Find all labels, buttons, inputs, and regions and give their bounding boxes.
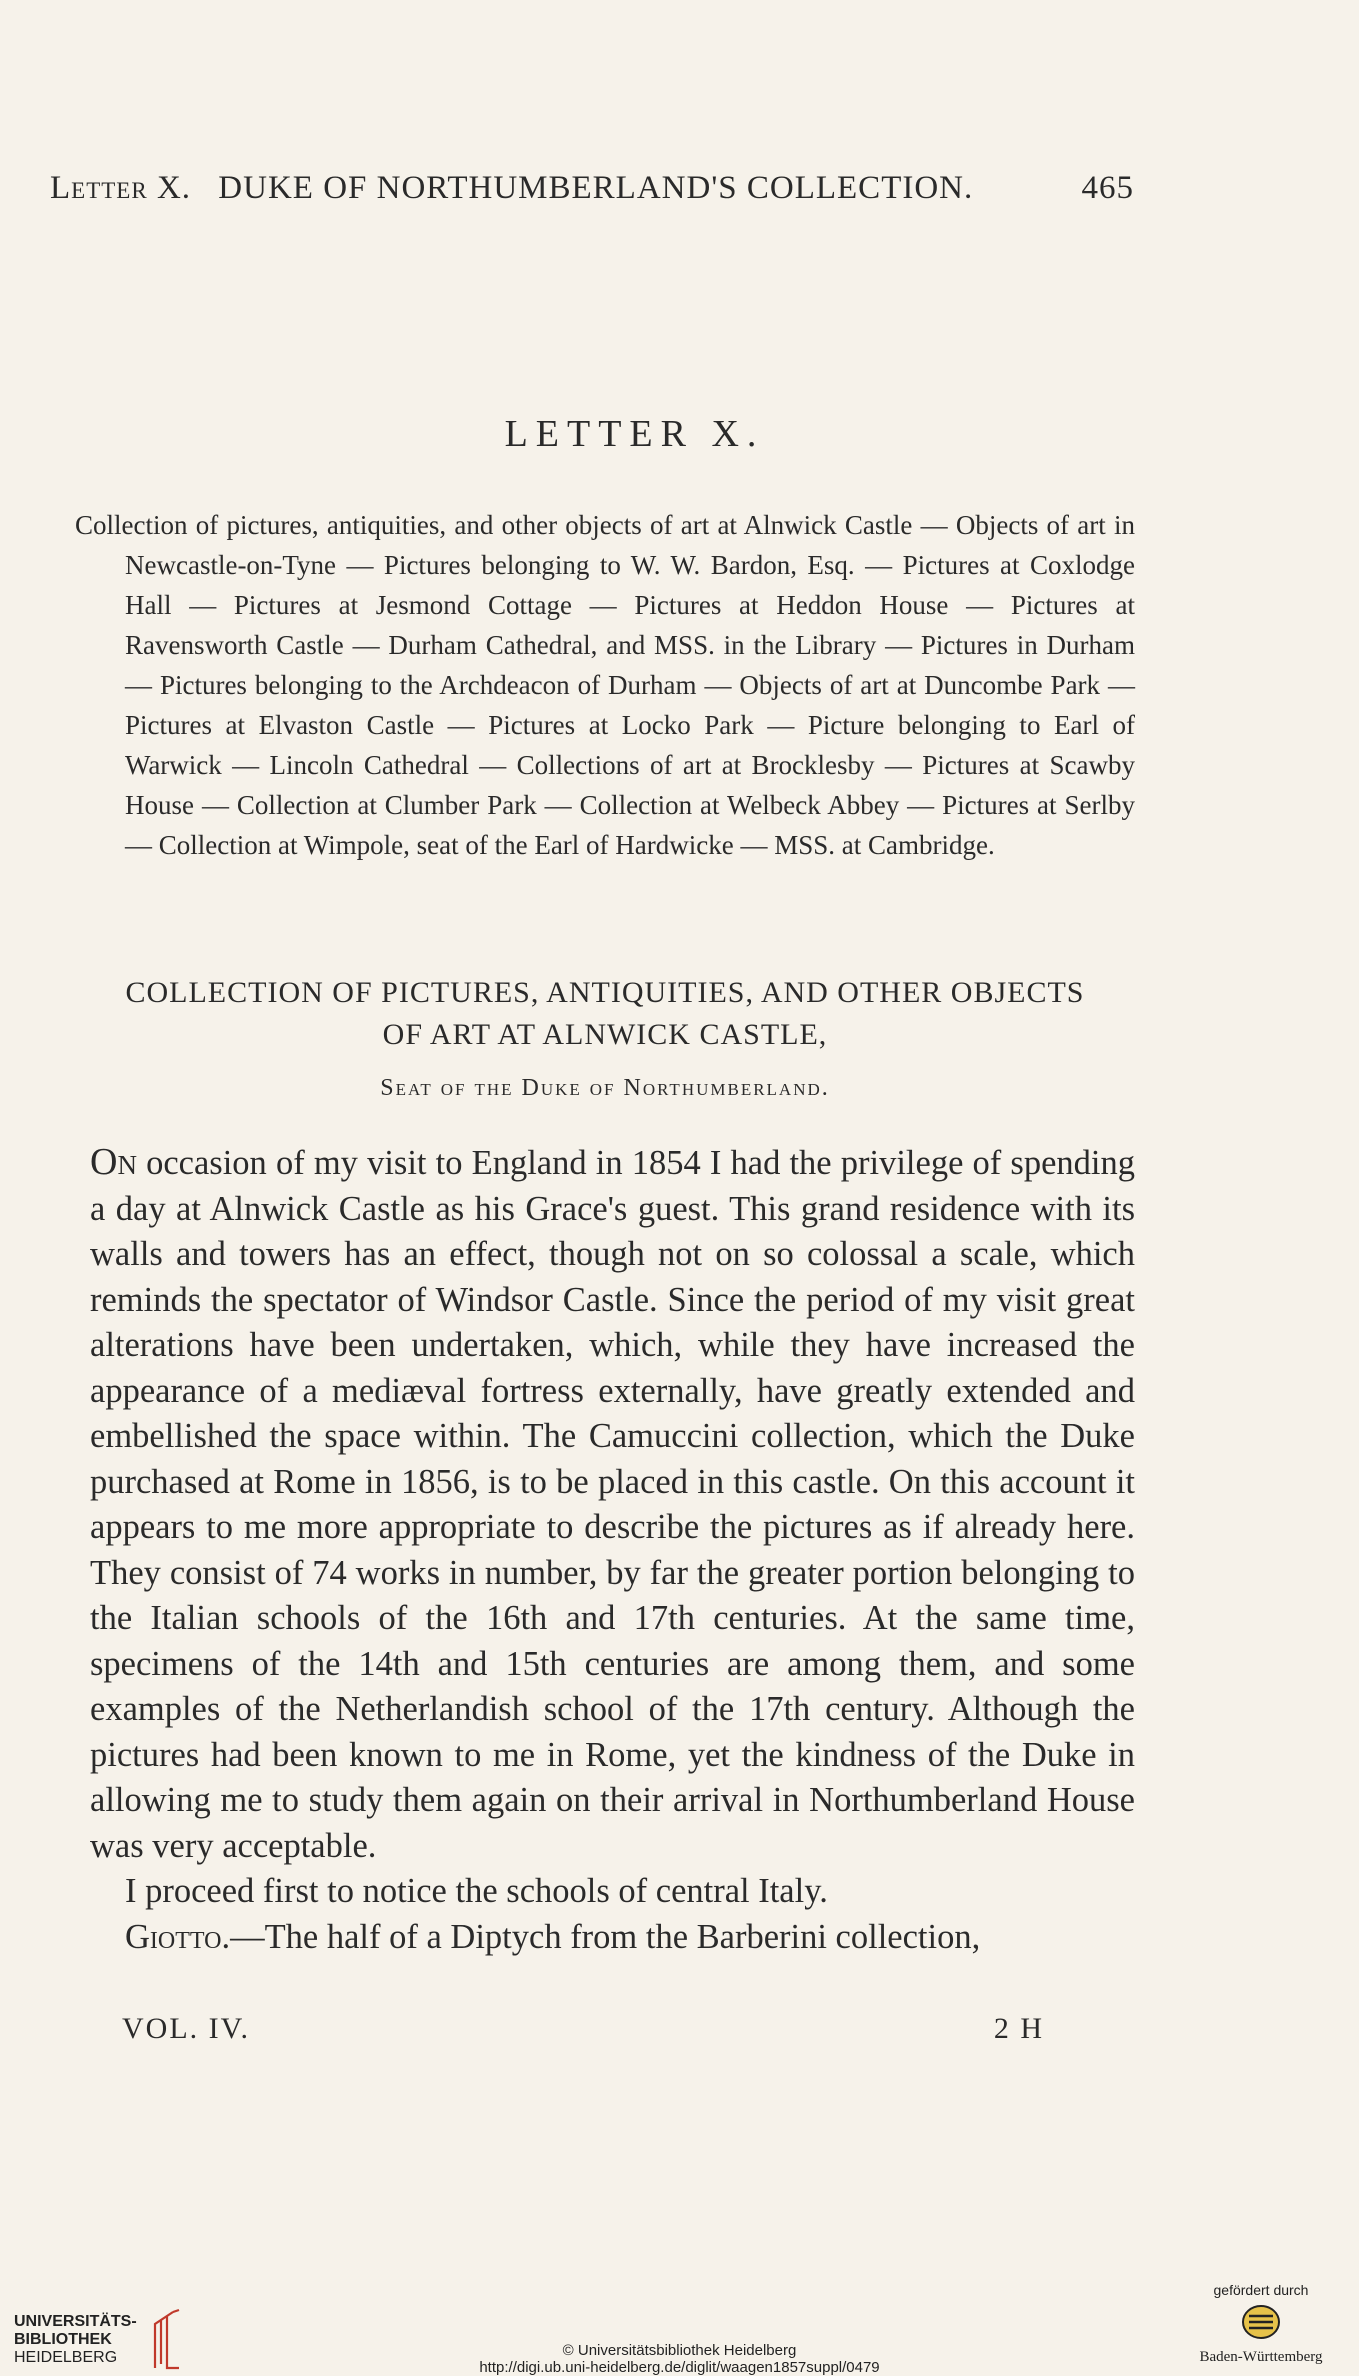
library-name-line-2: BIBLIOTHEK [14, 2331, 112, 2348]
artist-name: Giotto. [125, 1917, 231, 1956]
copyright-block [0, 2342, 1359, 2376]
chapter-summary: Collection of pictures, antiquities, and other objects of art at Alnwick Castle — Objects of art in Newcastle-on-Tyne — Pictures belonging to W. W. Bardon, Esq. — Pictures at Coxlodge Hall — Pictures at Jesmond Cottage — Pictures at Heddon House — Pictures at Ravensworth Castle — Durham Cathedral, and MSS. in the Library — Pictures in Durham — Pictures belonging to the Archdeacon of Durham — Objects of art at Duncombe Park — Pictures at Elvaston Castle — Pictures at Locko Park — Picture belonging to Earl of Warwick — Lincoln Cathedral — Collections of art at Brocklesby — Pictures at Scawby House — Collection at Clumber Park — Collection at Welbeck Abbey — Pictures at Serlby — Collection at Wimpole, seat of the Earl of Hardwicke — MSS. at Cambridge. [75, 510, 1135, 860]
digitization-footer [0, 2246, 1359, 2376]
paragraph-3-text: —The half of a Diptych from the Barberini collection, [230, 1917, 981, 1956]
paragraph-1-text: occasion of my visit to England in 1854 I had the privilege of spending a day at Alnwick Castle as his Grace's guest. This grand residence with its walls and towers has an effect, though not on so colossal a scale, which reminds the spectator of Windsor Castle. Since the period of my visit great alterations have been undertaken, which, while they have increased the appearance of a mediæval fortress externally, have greatly extended and embellished the space within. The Camuccini collection, which the Duke purchased at Rome in 1856, is to be placed in this castle. On this account it appears to me more appropriate to describe the pictures as if already here. They consist of 74 works in number, by far the greater portion belonging to the Italian schools of the 16th and 17th centuries. At the same time, specimens of the 14th and 15th centuries are among them, and some examples of the Netherlandish school of the 17th century. Although the pictures had been known to me in Rome, yet the kindness of the Duke in allowing me to study them again on their arrival in Northumberland House was very acceptable. [90, 1144, 1135, 1865]
running-head-left [50, 170, 973, 207]
permalink[interactable]: http://digi.ub.uni-heidelberg.de/diglit/waagen1857suppl/0479 [479, 2359, 880, 2376]
funder-name: Baden-Württemberg [1199, 2349, 1323, 2365]
library-name-line-3: HEIDELBERG [14, 2349, 118, 2366]
funded-by-text: gefördert durch [1213, 2282, 1309, 2298]
running-head [50, 170, 1134, 207]
signature-mark: 2 H [993, 2012, 1044, 2045]
drop-lead-word: On [90, 1141, 137, 1183]
section-title [75, 972, 1135, 1056]
section-title-line-1: COLLECTION OF PICTURES, ANTIQUITIES, AND OTHER OBJECTS [125, 976, 1085, 1009]
page-number: 465 [1081, 170, 1134, 206]
letter-label: Letter [50, 170, 148, 206]
volume-mark: VOL. IV. [122, 2012, 250, 2045]
funder-logo[interactable] [1191, 2282, 1331, 2366]
paragraph-3 [90, 1915, 1135, 1961]
library-name-line-1: UNIVERSITÄTS- [14, 2313, 137, 2330]
signature-line [122, 2012, 1122, 2046]
section-subtitle: Seat of the Duke of Northumberland. [380, 1075, 830, 1101]
paragraph-2: I proceed first to notice the schools of central Italy. [125, 1872, 828, 1910]
letter-number: X. [147, 170, 192, 206]
body-text [90, 1140, 1135, 1960]
running-title: DUKE OF NORTHUMBERLAND'S COLLECTION. [218, 170, 974, 206]
coat-of-arms-icon [1239, 2302, 1283, 2342]
letter-heading: LETTER X. [504, 413, 765, 455]
copyright-text: © Universitätsbibliothek Heidelberg [562, 2342, 797, 2359]
section-title-line-2: OF ART AT ALNWICK CASTLE, [382, 1018, 828, 1051]
paragraph-1 [90, 1140, 1135, 1869]
